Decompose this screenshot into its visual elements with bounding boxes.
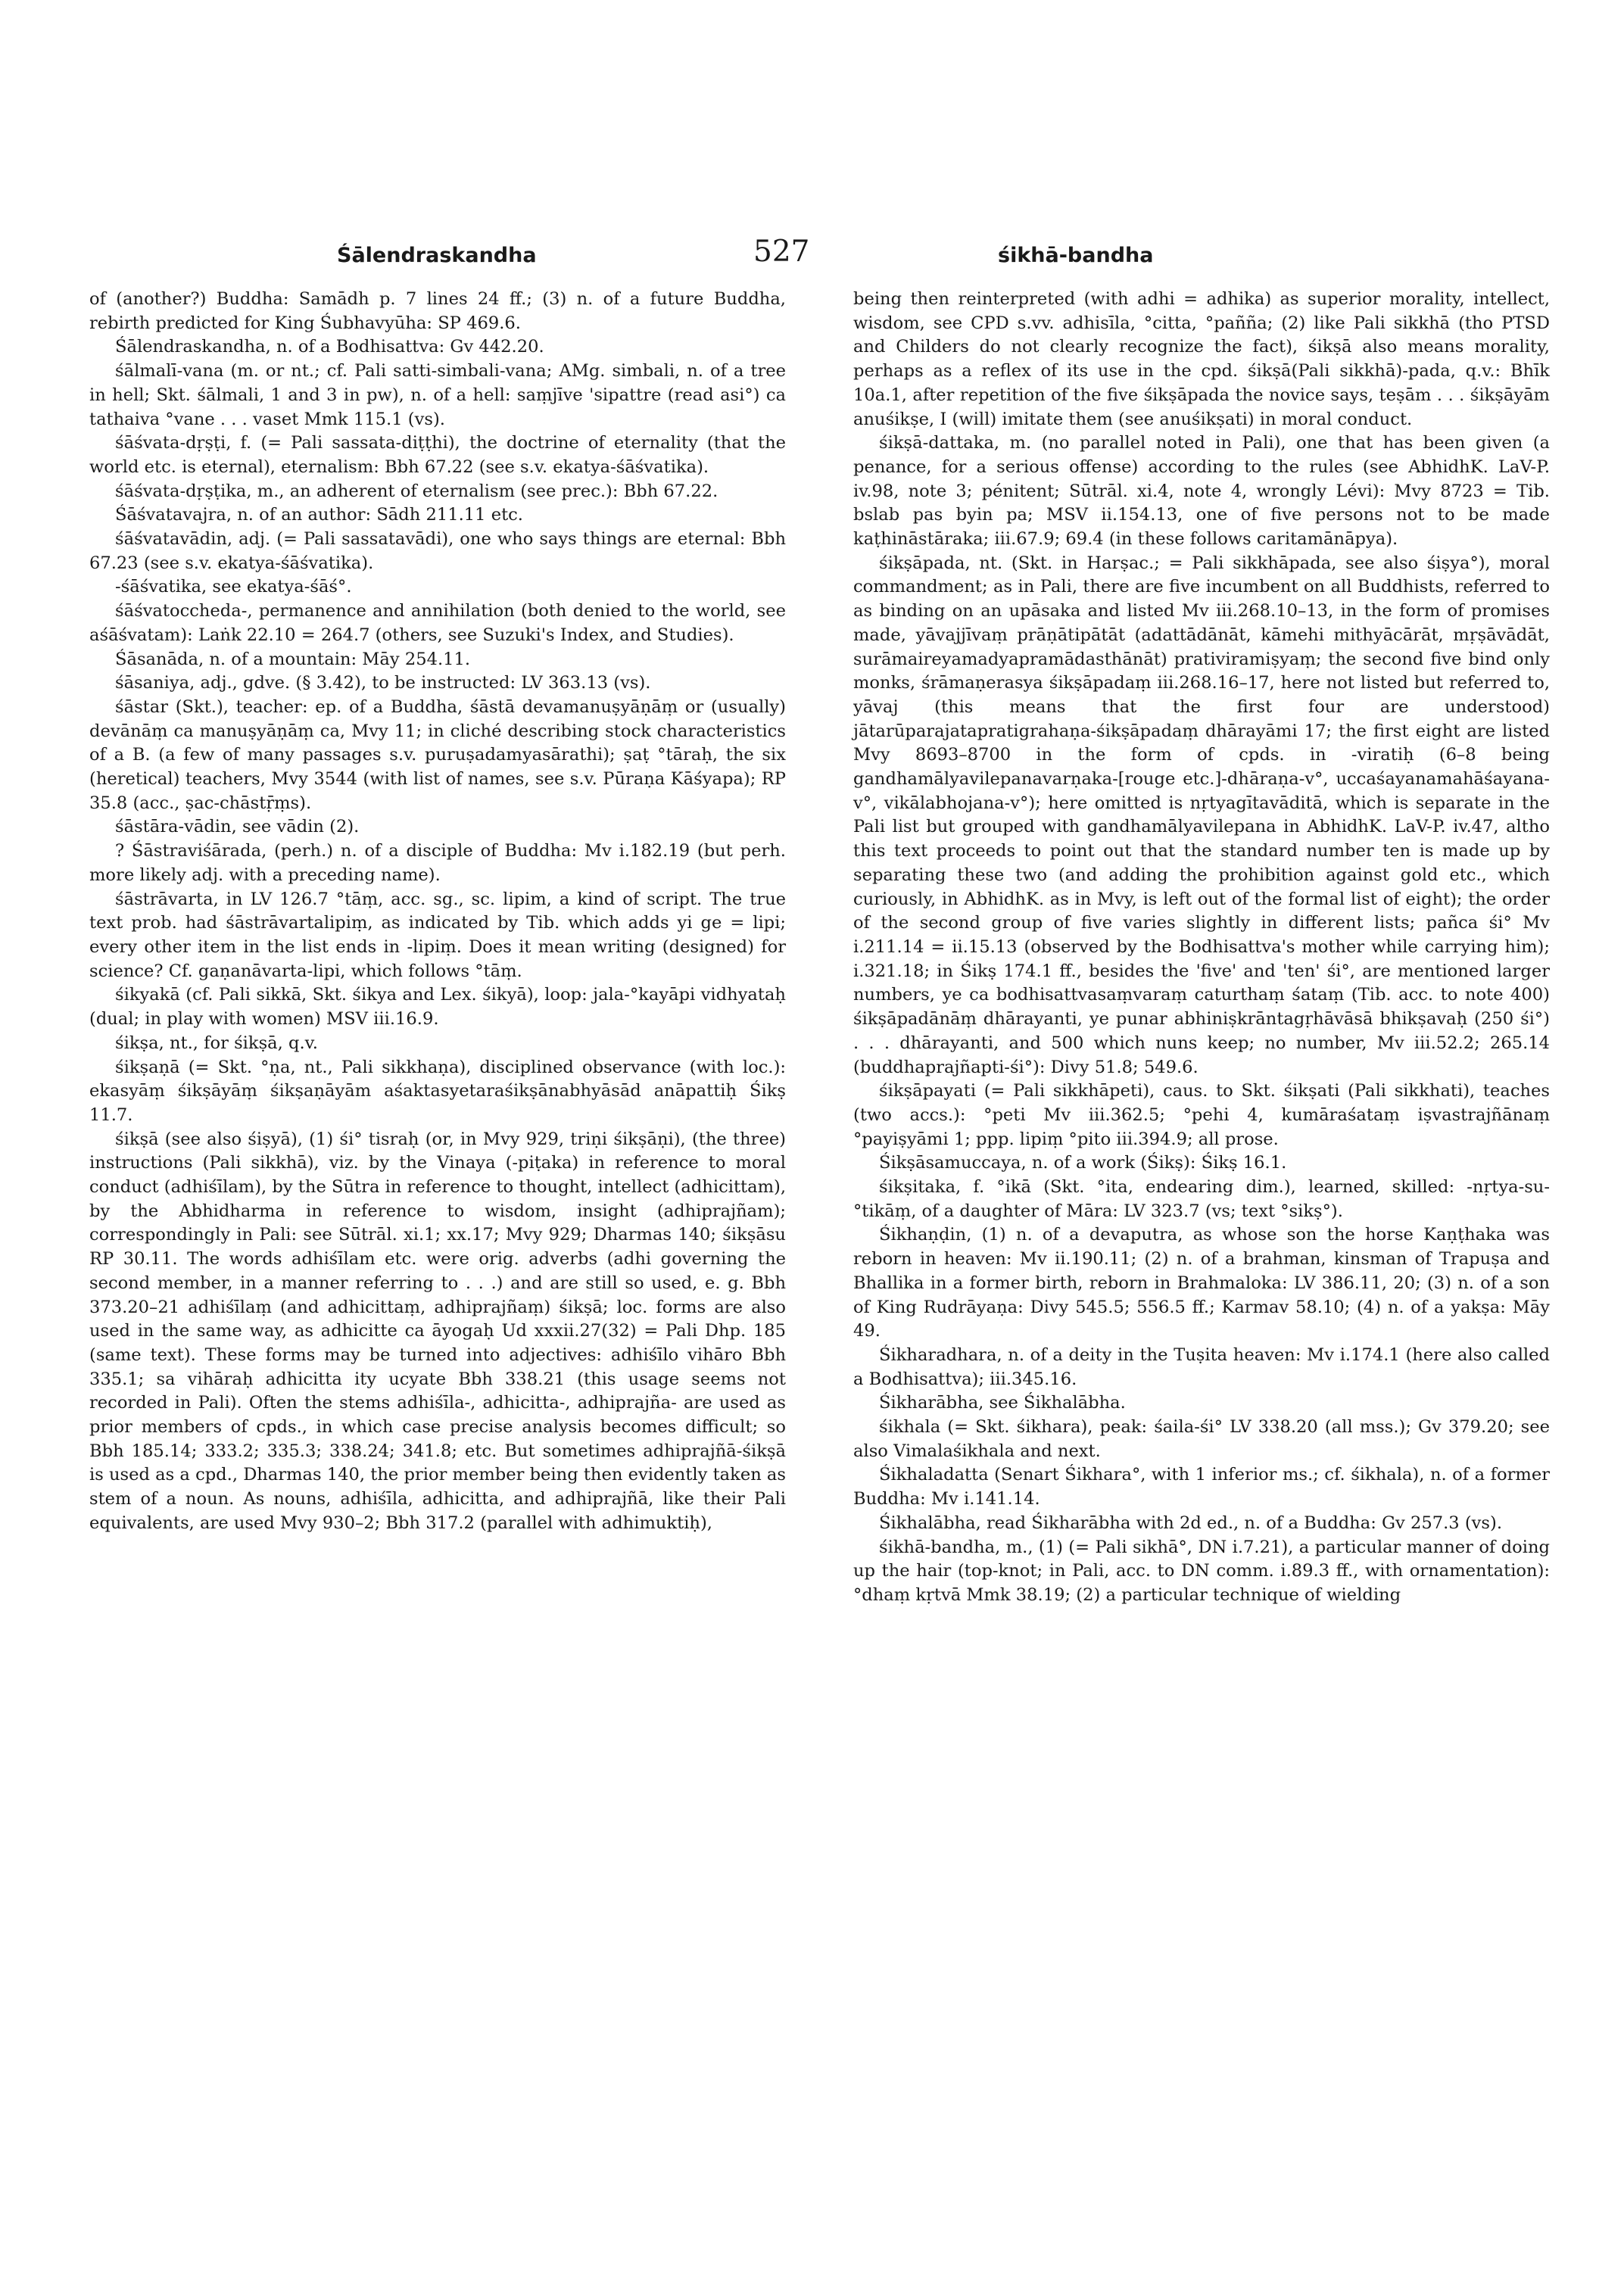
entry-paragraph: Śikhaladatta (Senart Śikhara°, with 1 inferior ms.; cf. śikhala), n. of a former Buddha: Mv i.141.14. (853, 1465, 1550, 1509)
entry-paragraph: śāsaniya, adj., gdve. (§ 3.42), to be instructed: LV 363.13 (vs). (115, 673, 651, 693)
entry-paragraph: Śikhalābha, read Śikharābha with 2d ed., n. of a Buddha: Gv 257.3 (vs). (879, 1513, 1503, 1533)
entry-paragraph: śikyakā (cf. Pali sikkā, Skt. śikya and Lex. śikyā), loop: jala-°kayāpi vidhyataḥ (dual; in play with women) MSV iii.16.9. (89, 985, 786, 1030)
entry-paragraph: Śikharadhara, n. of a deity in the Tuṣita heaven: Mv i.174.1 (here also called a Bodhisattva); iii.345.16. (853, 1344, 1550, 1389)
running-header (0, 235, 1624, 280)
entry-paragraph: śāśvatavādin, adj. (= Pali sassatavādi), one who says things are eternal: Bbh 67.23 (see s.v. ekatya-śāśvatika). (89, 529, 786, 573)
entry-paragraph: śāstāra-vādin, see vādin (2). (115, 817, 360, 837)
entry-paragraph: śāstar (Skt.), teacher: ep. of a Buddha, śāstā devamanuṣyāṇāṃ or (usually) devānāṃ ca manuṣyāṇāṃ ca, Mvy 11; in cliché describing stock characteristics of a B. (a few of many passages s.v. puruṣadamyasārathi); ṣaṭ °tāraḥ, the six (heretical) teachers, Mvy 3544 (with list of names, see s.v. Pūraṇa Kāśyapa); RP 35.8 (acc., ṣac-chāstṝṃs). (89, 696, 786, 813)
entry-paragraph: śālmalī-vana (m. or nt.; cf. Pali satti-simbali-vana; AMg. simbali, n. of a tree in hell; Skt. śālmali, 1 and 3 in pw), n. of a hell: saṃjīve 'sipattre (read asi°) ca tathaiva °vane . . . vaset Mmk 115.1 (vs). (89, 361, 786, 429)
entry-paragraph: of (another?) Buddha: Samādh p. 7 lines 24 ff.; (3) n. of a future Buddha, rebirth predicted for King Śubhavyūha: SP 469.6. (89, 289, 786, 333)
entry-paragraph: śāśvata-dṛṣṭika, m., an adherent of eternalism (see prec.): Bbh 67.22. (115, 481, 718, 501)
entry-paragraph: śikṣāpayati (= Pali sikkhāpeti), caus. to Skt. śikṣati (Pali sikkhati), teaches (two accs.): °peti Mv iii.362.5; °pehi 4, kumāraśataṃ iṣvastrajñānaṃ °payiṣyāmi 1; ppp. lipiṃ °pito iii.394.9; all prose. (853, 1081, 1550, 1149)
entry-paragraph: śāśvatoccheda-, permanence and annihilation (both denied to the world, see aśāśvatam): Laṅk 22.10 = 264.7 (others, see Suzuki's Index, and Studies). (89, 601, 786, 645)
right-guide-word: śikhā-bandha (998, 244, 1154, 267)
entry-paragraph: śikṣitaka, f. °ikā (Skt. °ita, endearing dim.), learned, skilled: -nṛtya-su-°tikāṃ, of a daughter of Māra: LV 323.7 (vs; text °sikṣ°). (853, 1177, 1550, 1221)
entry-paragraph: śāstrāvarta, in LV 126.7 °tāṃ, acc. sg., sc. lipim, a kind of script. The true text prob. had śāstrāvartalipiṃ, as indicated by Tib. which adds yi ge = lipi; every other item in the list ends in -lipiṃ. Does it mean writing (designed) for science? Cf. gaṇanāvarta-lipi, which follows °tāṃ. (89, 889, 786, 981)
entry-paragraph: śāśvata-dṛṣṭi, f. (= Pali sassata-diṭṭhi), the doctrine of eternality (that the world etc. is eternal), eternalism: Bbh 67.22 (see s.v. ekatya-śāśvatika). (89, 433, 786, 477)
entry-paragraph: śikṣā (see also śiṣyā), (1) śi° tisraḥ (or, in Mvy 929, triṇi śikṣāṇi), (the three) instructions (Pali sikkhā), viz. by the Vinaya (-piṭaka) in reference to moral conduct (adhiśīlam), by the Sūtra in reference to thought, intellect (adhicittam), by the Abhidharma in reference to wisdom, insight (adhiprajñam); correspondingly in Pali: see Sūtrāl. xi.1; xx.17; Mvy 929; Dharmas 140; śikṣāsu RP 30.11. The words adhiśīlam etc. were orig. adverbs (adhi governing the second member, in a manner referring to . . .) and are still so used, e. g. Bbh 373.20–21 adhiśīlaṃ (and adhicittaṃ, adhiprajñaṃ) śikṣā; loc. forms are also used in the same way, as adhicitte ca āyogaḥ Ud xxxii.27(32) = Pali Dhp. 185 (same text). These forms may be turned into adjectives: adhiśīlo vihāro Bbh 335.1; sa vihāraḥ adhicitta ity ucyate Bbh 338.21 (this usage seems not recorded in Pali). Often the stems adhiśīla-, adhicitta-, adhiprajña- are used as prior members of cpds., in which case precise analysis becomes difficult; so Bbh 185.14; 333.2; 335.3; 338.24; 341.8; etc. But sometimes adhiprajñā-śikṣā is used as a cpd., Dharmas 140, the prior member being then evidently taken as stem of a noun. As nouns, adhiśīla, adhicitta, and adhiprajñā, like their Pali equivalents, are used Mvy 930–2; Bbh 317.2 (parallel with adhimuktiḥ), (89, 1129, 786, 1533)
left-guide-word: Śālendraskandha (337, 244, 537, 267)
entry-paragraph: Śikharābha, see Śikhalābha. (879, 1393, 1126, 1413)
entry-paragraph: Śāśvatavajra, n. of an author: Sādh 211.11 etc. (115, 505, 523, 525)
entry-paragraph: Śikṣāsamuccaya, n. of a work (Śikṣ): Śikṣ 16.1. (879, 1153, 1287, 1173)
entry-paragraph: śikṣā-dattaka, m. (no parallel noted in Pali), one that has been given (a penance, for a serious offense) according to the rules (see AbhidhK. LaV-P. iv.98, note 3; pénitent; Sūtrāl. xi.4, note 4, wrongly Lévi): Mvy 8723 = Tib. bslab pas byin pa; MSV ii.154.13, one of five persons not to be made kaṭhināstāraka; iii.67.9; 69.4 (in these follows caritamānāpya). (853, 433, 1550, 550)
entry-paragraph: Śikhaṇḍin, (1) n. of a devaputra, as whose son the horse Kaṇṭhaka was reborn in heaven: Mv ii.190.11; (2) n. of a brahman, kinsman of Trapuṣa and Bhallika in a former birth, reborn in Brahmaloka: LV 386.11, 20; (3) n. of a son of King Rudrāyaṇa: Divy 545.5; 556.5 ff.; Karmav 58.10; (4) n. of a yakṣa: Māy 49. (853, 1225, 1550, 1341)
entry-paragraph: śikṣāpada, nt. (Skt. in Harṣac.; = Pali sikkhāpada, see also śiṣya°), moral commandment; as in Pali, there are five incumbent on all Buddhists, referred to as binding on an upāsaka and listed Mv iii.268.10–13, in the form of promises made, yāvajjīvaṃ prāṇātipātāt (adattādānāt, kāmehi mithyācārāt, mṛṣāvādāt, surāmaireyamadyapramādasthānāt) prativiramiṣyaṃ; the second five bind only monks, śrāmaṇerasya śikṣāpadaṃ iii.268.16–17, here not listed but referred to, yāvaj (this means that the first four are understood) jātarūparajatapratigrahaṇa-śikṣāpadaṃ dhārayāmi 17; the first eight are listed Mvy 8693–8700 in the form of cpds. in -viratiḥ (6–8 being gandhamālyavilepanavarṇaka-[rouge etc.]-dhāraṇa-v°, uccaśayanamahāśayana-v°, vikālabhojana-v°); here omitted is nṛtyagītavāditā, which is separate in the Pali list but grouped with gandhamālyavilepana in AbhidhK. LaV-P. iv.47, altho this text proceeds to point out that the standard number ten is made up by separating these two (and adding the prohibition against gold etc., which curiously, in AbhidhK. as in Mvy, is left out of the formal list of eight); the order of the second group of five varies slightly in different lists; pañca śi° Mv i.211.14 = ii.15.13 (observed by the Bodhisattva's mother while carrying him); i.321.18; in Śikṣ 174.1 ff., besides the 'five' and 'ten' śi°, are mentioned larger numbers, ye ca bodhisattvasaṃvaraṃ caturthaṃ śataṃ (Tib. acc. to note 400) śikṣāpadānāṃ dhārayanti, ye punar abhiniṣkrāntagṛhāvāsā bhikṣavaḥ (250 śi°) . . . dhārayanti, and 500 which nuns keep; no number, Mv iii.52.2; 265.14 (buddhaprajñapti-śi°): Divy 51.8; 549.6. (853, 553, 1550, 1077)
entry-paragraph: -śāśvatika, see ekatya-śāś°. (115, 577, 352, 597)
entry-paragraph: śikhā-bandha, m., (1) (= Pali sikhā°, DN i.7.21), a particular manner of doing up the hair (top-knot; in Pali, acc. to DN comm. i.89.3 ff., with ornamentation): °dhaṃ kṛtvā Mmk 38.19; (2) a particular technique of wielding (853, 1537, 1550, 1605)
entry-paragraph: ? Śāstraviśārada, (perh.) n. of a disciple of Buddha: Mv i.182.19 (but perh. more likely adj. with a preceding name). (89, 841, 786, 885)
entry-paragraph: being then reinterpreted (with adhi = adhika) as superior morality, intellect, wisdom, see CPD s.vv. adhisīla, °citta, °pañña; (2) like Pali sikkhā (tho PTSD and Childers do not clearly recognize the fact), śikṣā also means morality, perhaps as a reflex of its use in the cpd. śikṣā(Pali sikkhā)-pada, q.v.: Bhīk 10a.1, after repetition of the five śikṣāpada the novice says, teṣām . . . śikṣāyām anuśikṣe, I (will) imitate them (see anuśikṣati) in moral conduct. (853, 289, 1550, 429)
entry-paragraph: śikṣa, nt., for śikṣā, q.v. (115, 1033, 318, 1053)
entry-paragraph: Śālendraskandha, n. of a Bodhisattva: Gv 442.20. (115, 337, 544, 357)
entry-paragraph: śikṣaṇā (= Skt. °ṇa, nt., Pali sikkhaṇa), disciplined observance (with loc.): ekasyāṃ śikṣāyāṃ śikṣaṇāyām aśaktasyetaraśikṣānabhyāsād anāpattiḥ Śikṣ 11.7. (89, 1057, 786, 1125)
page-number: 527 (753, 235, 810, 269)
left-column (89, 288, 786, 1536)
entry-paragraph: Śāsanāda, n. of a mountain: Māy 254.11. (115, 649, 471, 669)
right-column (853, 288, 1550, 1608)
entry-paragraph: śikhala (= Skt. śikhara), peak: śaila-śi° LV 338.20 (all mss.); Gv 379.20; see also Vimalaśikhala and next. (853, 1417, 1550, 1461)
